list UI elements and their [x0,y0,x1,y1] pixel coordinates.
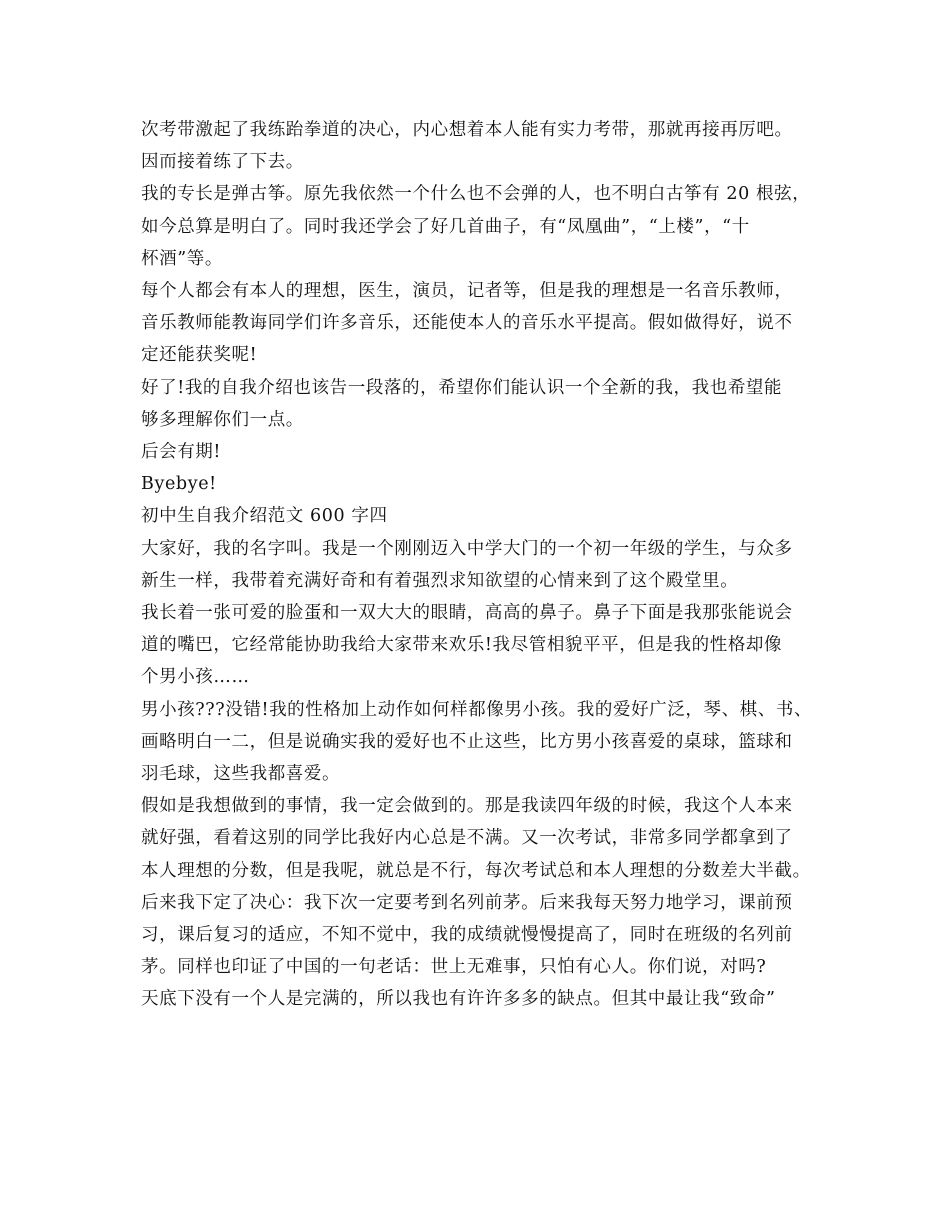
text-line: 定还能获奖呢! [141,345,258,366]
text-line: 羽毛球，这些我都喜爱。 [141,764,341,785]
text-line: 每个人都会有本人的理想，医生，演员，记者等，但是我的理想是一名音乐教师， [141,281,793,302]
text-line: 本人理想的分数，但是我呢，就总是不行，每次考试总和本人理想的分数差大半截。 [141,860,811,881]
text-line: Byebye! [141,474,217,495]
text-line: 后来我下定了决心：我下次一定要考到名列前茅。后来我每天努力地学习，课前预 [141,892,793,913]
text-line: 画略明白一二，但是说确实我的爱好也不止这些，比方男小孩喜爱的桌球，篮球和 [141,731,793,752]
text-line: 音乐教师能教诲同学们许多音乐，还能使本人的音乐水平提高。假如做得好，说不 [141,313,793,334]
text-line: 道的嘴巴，它经常能协助我给大家带来欢乐!我尽管相貌平平，但是我的性格却像 [141,635,783,656]
text-line: 就好强，看着这别的同学比我好内心总是不满。又一次考试，非常多同学都拿到了 [141,828,793,849]
text-line: 因而接着练了下去。 [141,152,304,173]
text-line: 杯酒”等。 [141,248,223,269]
text-line: 如今总算是明白了。同时我还学会了好几首曲子，有“凤凰曲”，“上楼”，“十 [141,216,750,237]
document-body [141,114,841,1016]
text-line: 天底下没有一个人是完满的，所以我也有许许多多的缺点。但其中最让我“致命” [141,989,776,1010]
section-heading: 初中生自我介绍范文 600 字四 [141,506,388,527]
text-line: 我的专长是弹古筝。原先我依然一个什么也不会弹的人，也不明白古筝有 20 根弦， [141,184,811,205]
text-line: 习，课后复习的适应，不知不觉中，我的成绩就慢慢提高了，同时在班级的名列前 [141,925,793,946]
text-line: 假如是我想做到的事情，我一定会做到的。那是我读四年级的时候，我这个人本来 [141,796,793,817]
text-line: 次考带激起了我练跆拳道的决心，内心想着本人能有实力考带，那就再接再厉吧。 [141,120,793,140]
text-line: 个男小孩…… [141,667,250,688]
text-line: 够多理解你们一点。 [141,409,304,430]
text-line: 新生一样，我带着充满好奇和有着强烈求知欲望的心情来到了这个殿堂里。 [141,570,739,591]
text-line: 后会有期! [141,442,222,463]
text-line: 大家好，我的名字叫。我是一个刚刚迈入中学大门的一个初一年级的学生，与众多 [141,538,793,559]
text-line: 好了!我的自我介绍也该告一段落的，希望你们能认识一个全新的我，我也希望能 [141,377,783,398]
text-line: 男小孩???没错!我的性格加上动作如何样都像男小孩。我的爱好广泛，琴、棋、书、 [141,699,813,720]
text-line: 我长着一张可爱的脸蛋和一双大大的眼睛，高高的鼻子。鼻子下面是我那张能说会 [141,603,793,624]
text-line: 茅。同样也印证了中国的一句老话：世上无难事，只怕有心人。你们说，对吗? [141,957,767,978]
